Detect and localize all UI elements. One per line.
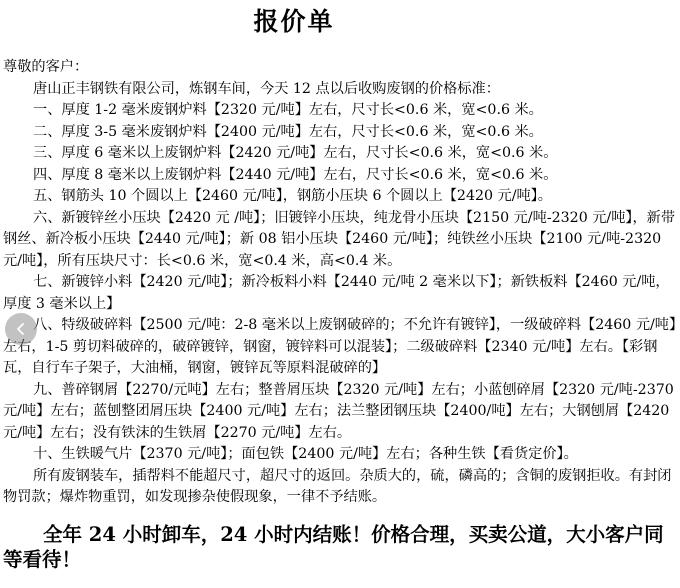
price-item-1: 一、厚度 1-2 毫米废钢炉料【2320 元/吨】左右，尺寸长<0.6 米，宽<0.6 米。 xyxy=(33,102,543,118)
closing-slogan: 全年 24 小时卸车，24 小时内结账！价格合理，买卖公道，大小客户同等看待！ xyxy=(3,523,664,571)
price-item-8: 八、特级破碎料【2500 元/吨：2-8 毫米以上废钢破碎的；不允许有镀锌】，一级破碎料【2460 元/吨】左右，1-5 剪切料破碎的，破碎镀锌，钢窗，镀锌料可以混装】；二级破碎料【2340 元/吨】左右。【彩钢瓦，自行车子架子，大油桶，钢窗，镀锌瓦等原料混破碎的】 xyxy=(3,317,677,376)
intro-paragraph: 唐山正丰钢铁有限公司，炼钢车间，今天 12 点以后收购废钢的价格标准： xyxy=(33,80,500,97)
quote-body xyxy=(3,57,678,509)
previous-page-button[interactable] xyxy=(5,313,37,345)
price-item-5: 五、钢筋头 10 个圆以上【2460 元/吨】，钢筋小压块 6 个圆以上【2420 元/吨】。 xyxy=(33,188,552,204)
notice-paragraph: 所有废钢装车，插帮料不能超尺寸，超尺寸的返回。杂质大的，硫，磷高的；含铜的废钢拒收。有封闭物罚款；爆炸物重罚，如发现掺杂使假现象，一律不予结账。 xyxy=(3,467,672,505)
price-item-9: 九、普碎钢屑【2270/元吨】左右；整普屑压块【2320 元/吨】左右；小蓝刨碎屑【2320 元/吨-2370 元/吨】左右；蓝刨整团屑压块【2400 元/吨】左右；法兰整团钢压块【2400/吨】左右；大钢刨屑【2420 元/吨】左右；没有铁沫的生铁屑【2270 元/吨】左右。 xyxy=(3,381,674,441)
price-item-4: 四、厚度 8 毫米以上废钢炉料【2440 元/吨】左右，尺寸长<0.6 米，宽<0.6 米。 xyxy=(33,166,558,183)
price-item-3: 三、厚度 6 毫米以上废钢炉料【2420 元/吨】左右，尺寸长<0.6 米，宽<0.6 米。 xyxy=(33,145,558,161)
price-item-6: 六、新镀锌丝小压块【2420 元 /吨】；旧镀锌小压块，纯龙骨小压块【2150 元/吨-2320 元/吨】，新带钢丝、新冷板小压块【2440 元/吨】；新 08 铝小压块【2460 元/吨】；纯铁丝小压块【2100 元/吨-2320 元/吨】，所有压块尺寸：长<0.6 米，宽<0.4 米，高<0.4 米。 xyxy=(3,209,676,269)
chevron-left-icon xyxy=(14,322,28,336)
page-title: 报价单 xyxy=(253,7,335,36)
greeting: 尊敬的客户： xyxy=(3,59,89,75)
price-item-2: 二、厚度 3-5 毫米废钢炉料【2400 元/吨】左右，尺寸长<0.6 米，宽<0.6 米。 xyxy=(33,123,543,140)
price-item-7: 七、新镀锌小料【2420 元/吨】；新冷板料小料【2440 元/吨 2 毫米以下】；新铁板料【2460 元/吨，厚度 3 毫米以上】 xyxy=(3,274,670,312)
price-item-10: 十、生铁暖气片【2370 元/吨】；面包铁【2400 元/吨】左右；各种生铁【看货定价】。 xyxy=(33,446,578,462)
